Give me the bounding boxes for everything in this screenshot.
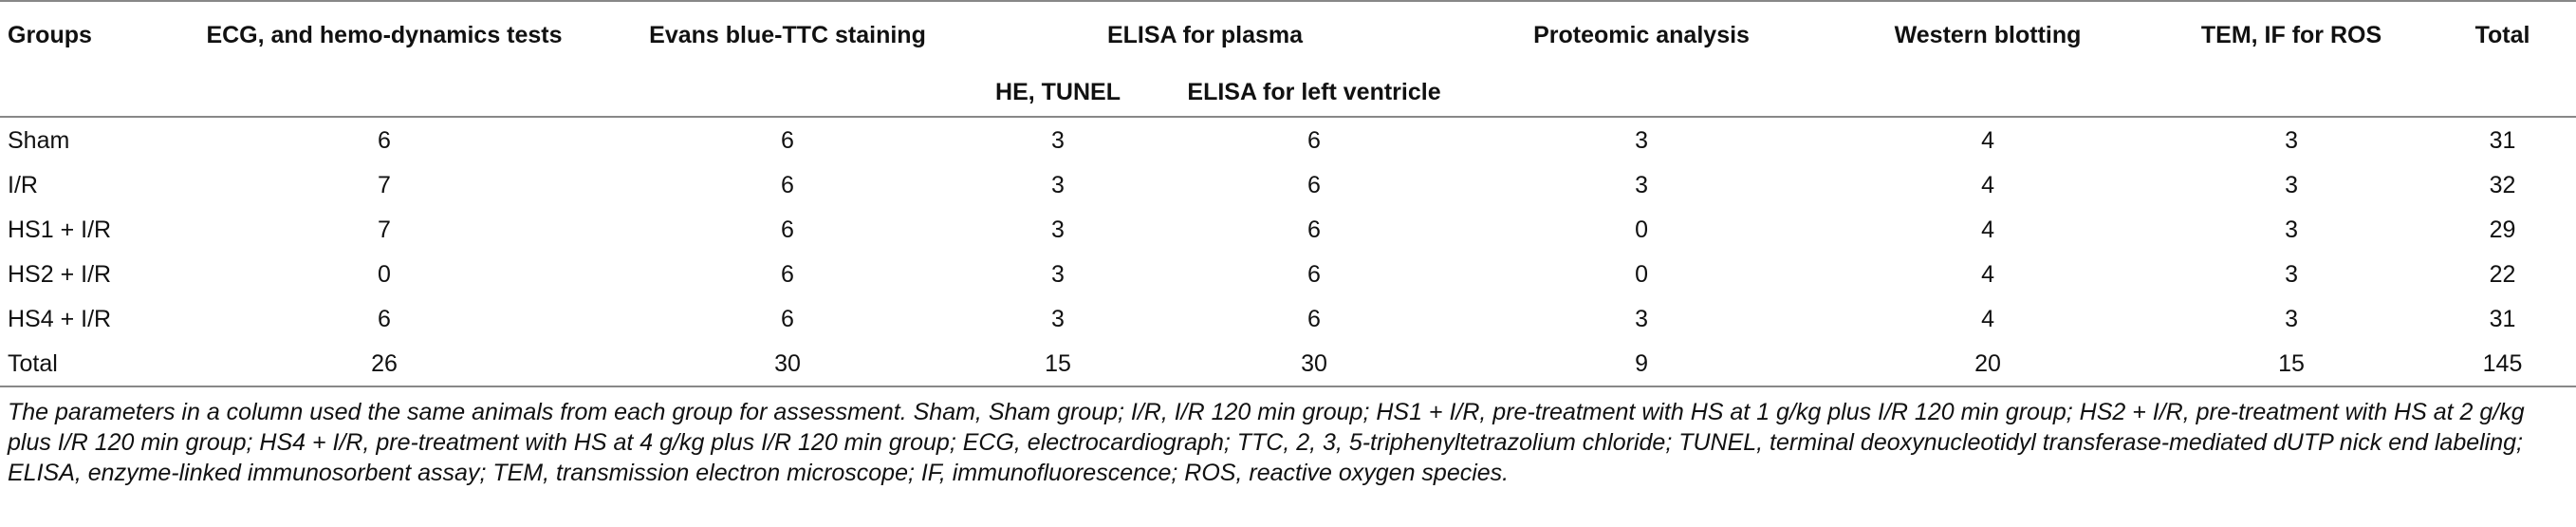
table-cell: 3 [1051, 126, 1065, 154]
table-cell: 145 [2482, 349, 2523, 377]
table-cell: 32 [2489, 171, 2516, 198]
table-body [0, 117, 2576, 386]
table-cell: 9 [1635, 349, 1648, 377]
table-row [0, 162, 2576, 207]
table-cell: 3 [2285, 171, 2298, 198]
table-cell: 6 [1307, 171, 1321, 198]
header-proteomic: Proteomic analysis [1533, 22, 1750, 48]
table-cell: 3 [1635, 126, 1648, 154]
table-cell: 4 [1981, 126, 1994, 154]
table-cell: 6 [781, 260, 794, 288]
table-cell: 3 [1051, 171, 1065, 198]
table-cell: 7 [378, 216, 391, 243]
row-label: Total [8, 349, 58, 377]
header-blank [142, 68, 626, 117]
table-cell: 3 [1635, 171, 1648, 198]
table-cell: 0 [1635, 260, 1648, 288]
table-cell: 3 [1635, 305, 1648, 332]
header-he-tunel: HE, TUNEL [995, 79, 1121, 105]
header-groups: Groups [8, 22, 92, 48]
header-blank [0, 68, 142, 117]
header-blank [1822, 68, 2154, 117]
header-row-2 [0, 68, 2576, 117]
table-cell: 0 [378, 260, 391, 288]
table-cell: 6 [781, 171, 794, 198]
header-western: Western blotting [1894, 22, 2082, 48]
table-footnote: The parameters in a column used the same animals from each group for assessment. Sham, Sham group; I/R, I/R 120 min group; HS1 + I/R, pre-treatment with HS at 1 g/kg plus I/R 120 min group; HS2 + I/R, pre-treatment with HS at 2 g/kg plus I/R 120 min group; HS4 + I/R, pre-treatment with HS at 4 g/kg plus I/R 120 min group; ECG, electrocardiograph; TTC, 2, 3, 5-triphenyltetrazolium chloride; TUNEL, terminal deoxynucleotidyl transferase-mediated dUTP nick end labeling; ELISA, enzyme-linked immunosorbent assay; TEM, transmission electron microscope; IF, immunofluorescence; ROS, reactive oxygen species. [8, 399, 2525, 486]
row-label: I/R [8, 171, 38, 198]
table-cell: 3 [1051, 216, 1065, 243]
row-label: HS1 + I/R [8, 216, 112, 243]
header-elisa-plasma: ELISA for plasma [1106, 22, 1304, 48]
table-row [0, 207, 2576, 252]
table-cell: 3 [2285, 260, 2298, 288]
table-cell: 4 [1981, 260, 1994, 288]
table-cell: 3 [2285, 126, 2298, 154]
table-row [0, 296, 2576, 341]
table-cell: 22 [2489, 260, 2516, 288]
table-cell: 6 [1307, 260, 1321, 288]
header-tem: TEM, IF for ROS [2200, 22, 2382, 48]
table-cell: 15 [1045, 349, 1071, 377]
table-cell: 6 [781, 305, 794, 332]
header-blank [626, 68, 949, 117]
table-cell: 3 [2285, 216, 2298, 243]
table-cell: 6 [378, 305, 391, 332]
table-row [0, 341, 2576, 386]
table-cell: 26 [371, 349, 398, 377]
row-label: Sham [8, 126, 70, 154]
table-cell: 6 [1307, 126, 1321, 154]
table-cell: 6 [378, 126, 391, 154]
table-row [0, 252, 2576, 296]
header-ecg: ECG, and hemo-dynamics tests [206, 22, 563, 48]
table-cell: 6 [781, 216, 794, 243]
table-cell: 6 [1307, 305, 1321, 332]
table-cell: 29 [2489, 216, 2516, 243]
header-elisa-lv: ELISA for left ventricle [1187, 79, 1441, 105]
header-evans-blue: Evans blue-TTC staining [649, 22, 926, 48]
table-cell: 15 [2278, 349, 2305, 377]
table-row [0, 117, 2576, 162]
header-total: Total [2474, 22, 2530, 48]
table-cell: 30 [774, 349, 801, 377]
header-blank [2154, 68, 2429, 117]
table-cell: 30 [1301, 349, 1327, 377]
table-cell: 31 [2489, 126, 2516, 154]
table-cell: 6 [781, 126, 794, 154]
header-row-1 [0, 1, 2576, 68]
table-cell: 4 [1981, 305, 1994, 332]
table-cell: 20 [1974, 349, 2001, 377]
table-cell: 31 [2489, 305, 2516, 332]
table-cell: 3 [2285, 305, 2298, 332]
table-cell: 4 [1981, 216, 1994, 243]
row-label: HS2 + I/R [8, 260, 112, 288]
table-cell: 7 [378, 171, 391, 198]
row-label: HS4 + I/R [8, 305, 112, 332]
table-cell: 6 [1307, 216, 1321, 243]
table-cell: 0 [1635, 216, 1648, 243]
header-blank [2429, 68, 2576, 117]
table-cell: 3 [1051, 260, 1065, 288]
table-cell: 3 [1051, 305, 1065, 332]
table-cell: 4 [1981, 171, 1994, 198]
header-blank [1461, 68, 1822, 117]
